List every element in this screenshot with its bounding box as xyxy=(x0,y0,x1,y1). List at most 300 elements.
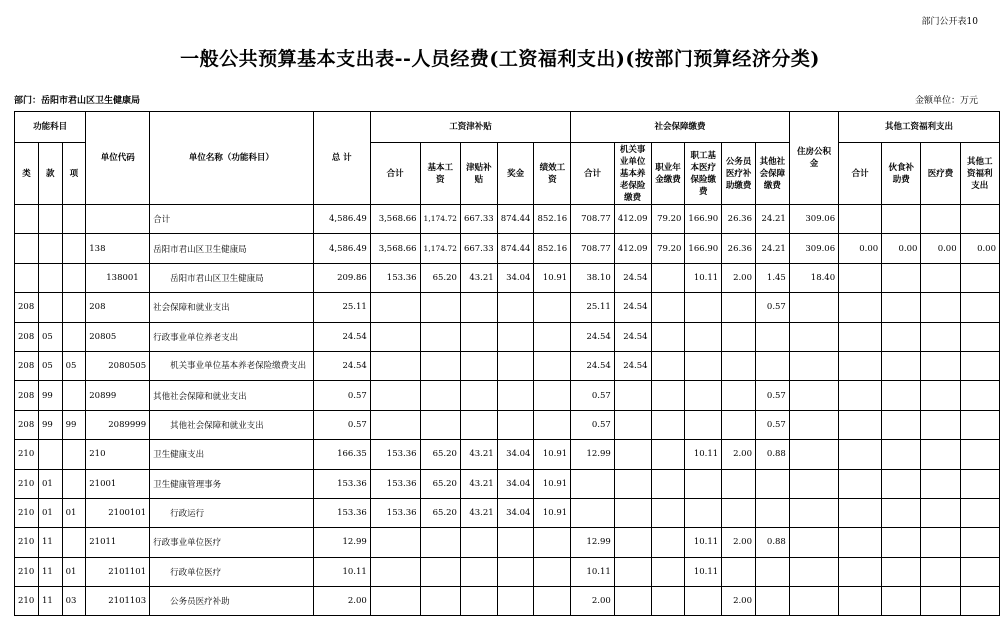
cell-allow xyxy=(460,322,497,351)
cell-o_sum xyxy=(839,293,882,322)
cell-basic xyxy=(420,557,460,586)
cell-pension: 24.54 xyxy=(614,351,651,380)
cell-xiang xyxy=(62,263,86,292)
page-title: 一般公共预算基本支出表--人员经费(工资福利支出)(按部门预算经济分类) xyxy=(180,48,820,70)
cell-o_wage xyxy=(960,498,999,527)
cell-total: 4,586.49 xyxy=(313,234,370,263)
header-total: 总 计 xyxy=(313,112,370,205)
cell-annuity xyxy=(651,293,685,322)
cell-meal xyxy=(882,410,921,439)
cell-allow: 667.33 xyxy=(460,234,497,263)
cell-bonus xyxy=(497,351,534,380)
cell-o_sum xyxy=(839,469,882,498)
cell-other_soc xyxy=(756,498,790,527)
cell-code: 210 xyxy=(86,440,150,469)
cell-soc_sum: 24.54 xyxy=(571,322,615,351)
cell-o_sum xyxy=(839,410,882,439)
cell-perf: 10.91 xyxy=(534,498,571,527)
cell-lei xyxy=(15,263,39,292)
cell-xiang: 99 xyxy=(62,410,86,439)
cell-kuan: 05 xyxy=(38,322,62,351)
header-code: 单位代码 xyxy=(86,112,150,205)
cell-total: 25.11 xyxy=(313,293,370,322)
cell-medical xyxy=(685,469,722,498)
table-row xyxy=(15,263,1000,292)
cell-basic: 65.20 xyxy=(420,498,460,527)
cell-wage_sum: 3,568.66 xyxy=(370,205,420,234)
header-wage-group: 工资津补贴 xyxy=(370,112,570,143)
table-row xyxy=(15,293,1000,322)
header-social-sum: 合计 xyxy=(571,143,615,205)
cell-wage_sum xyxy=(370,351,420,380)
cell-housing xyxy=(789,498,838,527)
cell-o_wage xyxy=(960,587,999,616)
header-meal: 伙食补助费 xyxy=(882,143,921,205)
cell-code: 21001 xyxy=(86,469,150,498)
cell-annuity xyxy=(651,322,685,351)
cell-medical xyxy=(685,293,722,322)
cell-annuity xyxy=(651,498,685,527)
header-social-group: 社会保障缴费 xyxy=(571,112,790,143)
cell-other_soc: 0.88 xyxy=(756,440,790,469)
table-row xyxy=(15,440,1000,469)
cell-annuity xyxy=(651,381,685,410)
budget-table xyxy=(14,111,1000,616)
header-other-sum: 合计 xyxy=(839,143,882,205)
cell-annuity xyxy=(651,557,685,586)
cell-meal xyxy=(882,469,921,498)
table-row xyxy=(15,351,1000,380)
cell-wage_sum xyxy=(370,557,420,586)
cell-lei xyxy=(15,234,39,263)
cell-kuan: 11 xyxy=(38,528,62,557)
cell-bonus: 34.04 xyxy=(497,440,534,469)
cell-lei: 208 xyxy=(15,351,39,380)
cell-medical: 10.11 xyxy=(685,263,722,292)
cell-annuity: 79.20 xyxy=(651,205,685,234)
cell-o_wage: 0.00 xyxy=(960,234,999,263)
cell-xiang xyxy=(62,381,86,410)
cell-xiang: 05 xyxy=(62,351,86,380)
cell-total: 153.36 xyxy=(313,498,370,527)
cell-name: 公务员医疗补助 xyxy=(150,587,313,616)
cell-annuity xyxy=(651,440,685,469)
cell-name: 合计 xyxy=(150,205,313,234)
cell-name: 卫生健康支出 xyxy=(150,440,313,469)
cell-total: 153.36 xyxy=(313,469,370,498)
cell-annuity xyxy=(651,410,685,439)
cell-civil: 2.00 xyxy=(722,528,756,557)
cell-o_sum xyxy=(839,263,882,292)
cell-meal xyxy=(882,498,921,527)
cell-o_sum xyxy=(839,205,882,234)
cell-basic xyxy=(420,410,460,439)
cell-medical xyxy=(685,322,722,351)
cell-o_wage xyxy=(960,557,999,586)
cell-perf xyxy=(534,557,571,586)
header-other-group: 其他工资福利支出 xyxy=(839,112,1000,143)
cell-meal xyxy=(882,587,921,616)
cell-bonus: 34.04 xyxy=(497,263,534,292)
cell-housing xyxy=(789,440,838,469)
cell-medical xyxy=(685,498,722,527)
cell-allow xyxy=(460,528,497,557)
cell-total: 0.57 xyxy=(313,381,370,410)
cell-bonus xyxy=(497,587,534,616)
cell-meal xyxy=(882,205,921,234)
header-allowance: 津贴补贴 xyxy=(460,143,497,205)
cell-lei: 210 xyxy=(15,498,39,527)
cell-pension xyxy=(614,557,651,586)
cell-pension xyxy=(614,469,651,498)
unit-label: 金额单位：万元 xyxy=(914,96,978,106)
cell-soc_sum xyxy=(571,469,615,498)
header-func: 功能科目 xyxy=(15,112,86,143)
header-wage-sum: 合计 xyxy=(370,143,420,205)
cell-perf xyxy=(534,410,571,439)
cell-o_sum xyxy=(839,440,882,469)
cell-xiang: 01 xyxy=(62,498,86,527)
cell-o_sum xyxy=(839,587,882,616)
table-row xyxy=(15,234,1000,263)
cell-perf: 10.91 xyxy=(534,263,571,292)
cell-annuity xyxy=(651,587,685,616)
cell-lei: 210 xyxy=(15,469,39,498)
cell-o_wage xyxy=(960,410,999,439)
cell-code: 138001 xyxy=(86,263,150,292)
cell-civil: 2.00 xyxy=(722,263,756,292)
cell-allow xyxy=(460,351,497,380)
cell-total: 24.54 xyxy=(313,322,370,351)
cell-civil xyxy=(722,293,756,322)
cell-meal: 0.00 xyxy=(882,234,921,263)
cell-meal xyxy=(882,322,921,351)
cell-civil xyxy=(722,322,756,351)
cell-o_sum xyxy=(839,322,882,351)
cell-kuan: 01 xyxy=(38,498,62,527)
cell-other_soc xyxy=(756,557,790,586)
cell-medical xyxy=(685,587,722,616)
cell-wage_sum xyxy=(370,587,420,616)
cell-soc_sum: 0.57 xyxy=(571,410,615,439)
cell-bonus xyxy=(497,528,534,557)
cell-wage_sum: 3,568.66 xyxy=(370,234,420,263)
cell-o_wage xyxy=(960,528,999,557)
header-annuity: 职业年金缴费 xyxy=(651,143,685,205)
cell-wage_sum xyxy=(370,293,420,322)
cell-total: 10.11 xyxy=(313,557,370,586)
cell-allow: 43.21 xyxy=(460,263,497,292)
cell-medical: 166.90 xyxy=(685,205,722,234)
cell-perf xyxy=(534,351,571,380)
cell-o_sum xyxy=(839,528,882,557)
cell-o_wage xyxy=(960,351,999,380)
cell-lei xyxy=(15,205,39,234)
cell-kuan: 05 xyxy=(38,351,62,380)
cell-o_wage xyxy=(960,381,999,410)
cell-housing xyxy=(789,351,838,380)
cell-medical: 10.11 xyxy=(685,557,722,586)
cell-code: 21011 xyxy=(86,528,150,557)
cell-o_sum xyxy=(839,557,882,586)
cell-soc_sum: 2.00 xyxy=(571,587,615,616)
cell-perf xyxy=(534,587,571,616)
cell-code: 2089999 xyxy=(86,410,150,439)
cell-other_soc: 24.21 xyxy=(756,205,790,234)
cell-basic: 65.20 xyxy=(420,440,460,469)
cell-code: 20805 xyxy=(86,322,150,351)
cell-medfee xyxy=(921,322,960,351)
cell-o_wage xyxy=(960,322,999,351)
cell-pension xyxy=(614,498,651,527)
header-perf: 绩效工资 xyxy=(534,143,571,205)
header-kuan: 款 xyxy=(38,143,62,205)
cell-meal xyxy=(882,293,921,322)
cell-pension xyxy=(614,410,651,439)
cell-lei: 208 xyxy=(15,322,39,351)
cell-o_sum xyxy=(839,498,882,527)
cell-basic xyxy=(420,381,460,410)
cell-total: 166.35 xyxy=(313,440,370,469)
cell-lei: 210 xyxy=(15,557,39,586)
cell-medfee xyxy=(921,381,960,410)
cell-medfee xyxy=(921,440,960,469)
table-row xyxy=(15,528,1000,557)
cell-total: 2.00 xyxy=(313,587,370,616)
cell-code: 138 xyxy=(86,234,150,263)
cell-pension: 24.54 xyxy=(614,322,651,351)
cell-other_soc xyxy=(756,587,790,616)
cell-perf: 852.16 xyxy=(534,205,571,234)
cell-housing xyxy=(789,528,838,557)
cell-total: 24.54 xyxy=(313,351,370,380)
cell-soc_sum: 25.11 xyxy=(571,293,615,322)
cell-soc_sum: 12.99 xyxy=(571,528,615,557)
cell-medfee: 0.00 xyxy=(921,234,960,263)
cell-housing xyxy=(789,557,838,586)
cell-xiang xyxy=(62,528,86,557)
cell-soc_sum: 38.10 xyxy=(571,263,615,292)
cell-wage_sum: 153.36 xyxy=(370,440,420,469)
cell-code xyxy=(86,205,150,234)
cell-meal xyxy=(882,381,921,410)
department-label: 部门：岳阳市君山区卫生健康局 xyxy=(14,96,141,106)
cell-other_soc: 0.88 xyxy=(756,528,790,557)
cell-other_soc: 0.57 xyxy=(756,410,790,439)
cell-pension: 412.09 xyxy=(614,205,651,234)
cell-bonus xyxy=(497,381,534,410)
cell-medfee xyxy=(921,293,960,322)
cell-bonus: 874.44 xyxy=(497,234,534,263)
header-medical: 职工基本医疗保险缴费 xyxy=(685,143,722,205)
cell-wage_sum xyxy=(370,322,420,351)
table-row xyxy=(15,381,1000,410)
cell-basic: 65.20 xyxy=(420,263,460,292)
table-row xyxy=(15,498,1000,527)
cell-perf xyxy=(534,381,571,410)
cell-housing: 309.06 xyxy=(789,205,838,234)
cell-lei: 210 xyxy=(15,528,39,557)
cell-annuity xyxy=(651,528,685,557)
cell-housing xyxy=(789,381,838,410)
cell-medfee xyxy=(921,205,960,234)
cell-xiang xyxy=(62,205,86,234)
cell-soc_sum: 708.77 xyxy=(571,234,615,263)
cell-medical: 166.90 xyxy=(685,234,722,263)
table-row xyxy=(15,469,1000,498)
cell-name: 其他社会保障和就业支出 xyxy=(150,381,313,410)
cell-kuan: 99 xyxy=(38,381,62,410)
cell-pension: 24.54 xyxy=(614,263,651,292)
cell-name: 行政运行 xyxy=(150,498,313,527)
cell-allow: 667.33 xyxy=(460,205,497,234)
cell-o_sum xyxy=(839,351,882,380)
cell-allow: 43.21 xyxy=(460,498,497,527)
cell-kuan xyxy=(38,205,62,234)
cell-other_soc: 0.57 xyxy=(756,381,790,410)
cell-kuan xyxy=(38,234,62,263)
cell-lei: 208 xyxy=(15,381,39,410)
cell-lei: 210 xyxy=(15,587,39,616)
cell-pension xyxy=(614,381,651,410)
cell-xiang xyxy=(62,440,86,469)
cell-kuan xyxy=(38,440,62,469)
cell-code: 2101103 xyxy=(86,587,150,616)
cell-medical xyxy=(685,351,722,380)
cell-basic xyxy=(420,322,460,351)
cell-soc_sum xyxy=(571,498,615,527)
cell-perf: 852.16 xyxy=(534,234,571,263)
cell-code: 2100101 xyxy=(86,498,150,527)
header-xiang: 项 xyxy=(62,143,86,205)
cell-allow xyxy=(460,587,497,616)
cell-bonus xyxy=(497,410,534,439)
cell-medical xyxy=(685,381,722,410)
header-basic-wage: 基本工资 xyxy=(420,143,460,205)
cell-annuity: 79.20 xyxy=(651,234,685,263)
header-lei: 类 xyxy=(15,143,39,205)
cell-meal xyxy=(882,351,921,380)
cell-civil xyxy=(722,410,756,439)
cell-name: 机关事业单位基本养老保险缴费支出 xyxy=(150,351,313,380)
header-other-wage: 其他工资福利支出 xyxy=(960,143,999,205)
cell-kuan: 11 xyxy=(38,587,62,616)
cell-bonus: 34.04 xyxy=(497,469,534,498)
cell-civil xyxy=(722,351,756,380)
cell-medfee xyxy=(921,587,960,616)
header-name: 单位名称（功能科目） xyxy=(150,112,313,205)
cell-o_wage xyxy=(960,469,999,498)
cell-civil xyxy=(722,381,756,410)
cell-medfee xyxy=(921,263,960,292)
cell-allow: 43.21 xyxy=(460,440,497,469)
cell-allow xyxy=(460,293,497,322)
cell-wage_sum xyxy=(370,381,420,410)
cell-xiang xyxy=(62,293,86,322)
cell-civil xyxy=(722,557,756,586)
cell-name: 岳阳市君山区卫生健康局 xyxy=(150,234,313,263)
cell-o_sum xyxy=(839,381,882,410)
cell-meal xyxy=(882,440,921,469)
cell-kuan: 11 xyxy=(38,557,62,586)
table-row xyxy=(15,205,1000,234)
cell-basic xyxy=(420,293,460,322)
cell-perf xyxy=(534,528,571,557)
cell-perf xyxy=(534,322,571,351)
cell-allow xyxy=(460,381,497,410)
header-civil-med: 公务员医疗补助缴费 xyxy=(722,143,756,205)
cell-civil: 26.36 xyxy=(722,205,756,234)
cell-xiang xyxy=(62,234,86,263)
cell-o_wage xyxy=(960,293,999,322)
cell-xiang xyxy=(62,322,86,351)
cell-medfee xyxy=(921,498,960,527)
table-row xyxy=(15,410,1000,439)
cell-lei: 208 xyxy=(15,293,39,322)
cell-name: 卫生健康管理事务 xyxy=(150,469,313,498)
header-med-fee: 医疗费 xyxy=(921,143,960,205)
cell-kuan: 01 xyxy=(38,469,62,498)
cell-kuan xyxy=(38,263,62,292)
header-bonus: 奖金 xyxy=(497,143,534,205)
cell-perf: 10.91 xyxy=(534,440,571,469)
cell-housing: 18.40 xyxy=(789,263,838,292)
cell-o_wage xyxy=(960,263,999,292)
cell-meal xyxy=(882,528,921,557)
cell-soc_sum: 24.54 xyxy=(571,351,615,380)
cell-wage_sum xyxy=(370,410,420,439)
cell-meal xyxy=(882,263,921,292)
cell-name: 行政单位医疗 xyxy=(150,557,313,586)
cell-perf xyxy=(534,293,571,322)
cell-xiang xyxy=(62,469,86,498)
cell-code: 20899 xyxy=(86,381,150,410)
cell-soc_sum: 708.77 xyxy=(571,205,615,234)
cell-total: 0.57 xyxy=(313,410,370,439)
cell-civil xyxy=(722,469,756,498)
cell-bonus: 874.44 xyxy=(497,205,534,234)
table-row xyxy=(15,557,1000,586)
cell-civil: 26.36 xyxy=(722,234,756,263)
cell-allow xyxy=(460,410,497,439)
cell-pension xyxy=(614,440,651,469)
cell-meal xyxy=(882,557,921,586)
cell-name: 行政事业单位养老支出 xyxy=(150,322,313,351)
cell-pension: 412.09 xyxy=(614,234,651,263)
table-id: 部门公开表10 xyxy=(921,17,978,27)
cell-code: 2101101 xyxy=(86,557,150,586)
cell-annuity xyxy=(651,351,685,380)
cell-total: 12.99 xyxy=(313,528,370,557)
cell-other_soc xyxy=(756,322,790,351)
cell-pension xyxy=(614,587,651,616)
cell-civil: 2.00 xyxy=(722,587,756,616)
cell-medical xyxy=(685,410,722,439)
cell-code: 2080505 xyxy=(86,351,150,380)
cell-basic xyxy=(420,528,460,557)
cell-basic: 1,174.72 xyxy=(420,234,460,263)
cell-total: 4,586.49 xyxy=(313,205,370,234)
cell-medical: 10.11 xyxy=(685,528,722,557)
cell-pension: 24.54 xyxy=(614,293,651,322)
cell-o_wage xyxy=(960,205,999,234)
cell-o_sum: 0.00 xyxy=(839,234,882,263)
cell-other_soc xyxy=(756,469,790,498)
cell-medfee xyxy=(921,528,960,557)
cell-housing: 309.06 xyxy=(789,234,838,263)
cell-housing xyxy=(789,587,838,616)
cell-medical: 10.11 xyxy=(685,440,722,469)
